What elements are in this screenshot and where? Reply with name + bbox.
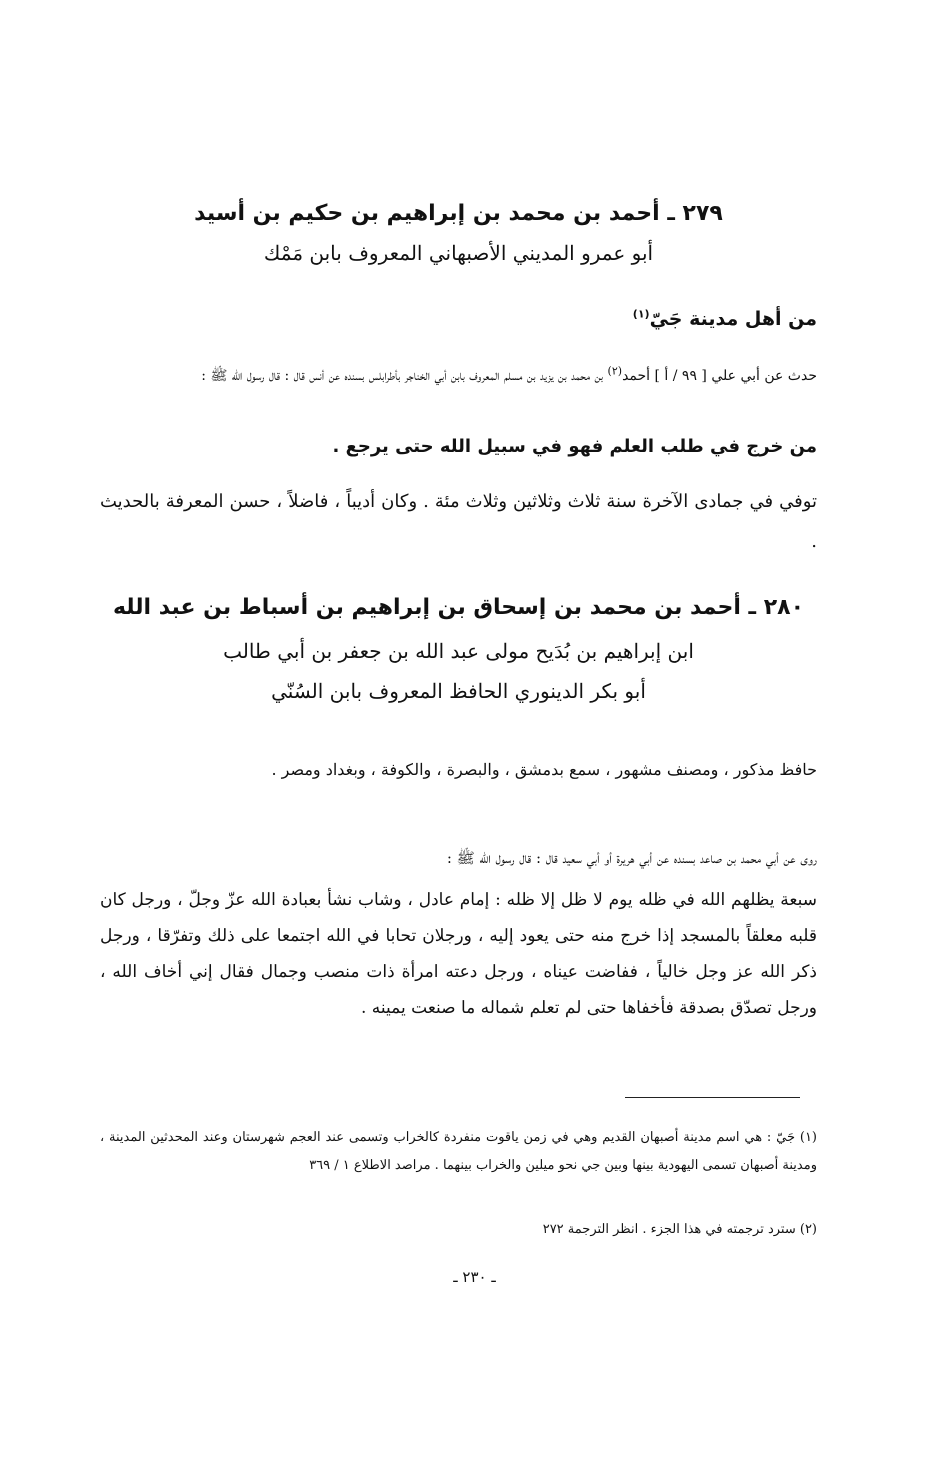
entry-279-matn: من خرج في طلب العلم فهو في سبيل الله حتى يرجع . — [332, 436, 817, 457]
entry-280-heading: ٢٨٠ ـ أحمد بن محمد بن إسحاق بن إبراهيم بن أسباط بن عبد الله — [112, 595, 805, 620]
footnote-separator — [625, 1097, 800, 1098]
entry-280-subheading-2: أبو بكر الدينوري الحافظ المعروف بابن السُنّي — [271, 679, 646, 703]
footnote-1: (١) جَيّ : هي اسم مدينة أصبهان القديم وهي في زمن ياقوت منفردة كالخراب وتسمى عند العجم شهرستان وعند المحدثين المدينة ، ومدينة أصبهان تسمى اليهودية بينها وبين جي نحو ميلين والخراب بينهما . مراصد الاطلاع ١ / ٣٦٩ — [100, 1130, 817, 1173]
entry-280-hadith: سبعة يظلهم الله في ظله يوم لا ظل إلا ظله : إمام عادل ، وشاب نشأ بعبادة الله عزّ وجلّ ، ورجل كان قلبه معلقاً بالمسجد إذا خرج منه حتى يعود إليه ، ورجلان تحابا في الله اجتمعا على ذلك وتفرّقا ، ورجل ذكر الله عز وجل خالياً ، ففاضت عيناه ، ورجل دعته امرأة ذات منصب وجمال فقال إني أخاف الله ، ورجل تصدّق بصدقة فأخفاها حتى لم تعلم شماله ما صنعت يمينه . — [100, 890, 817, 1018]
entry-280-isnad: روى عن أبي محمد بن صاعد بسنده عن أبي هريرة أو أبي سعيد قال : قال رسول الله ﷺ : — [446, 849, 817, 867]
origin-text: من أهل مدينة جَيّ — [649, 308, 817, 330]
footnote-ref-1: (١) — [632, 307, 650, 321]
footnote-ref-2: (٢) — [607, 364, 623, 378]
page-number: ـ ٢٣٠ ـ — [453, 1268, 496, 1286]
footnote-2: (٢) سترد ترجمته في هذا الجزء . انظر الترجمة ٢٧٢ — [542, 1222, 817, 1237]
entry-279-heading: ٢٧٩ ـ أحمد بن محمد بن إبراهيم بن حكيم بن أسيد — [194, 201, 723, 226]
entry-279-subheading: أبو عمرو المديني الأصبهاني المعروف بابن مَمْك — [263, 241, 654, 265]
entry-280-description: حافظ مذكور ، ومصنف مشهور ، سمع بدمشق ، والبصرة ، والكوفة ، وبغداد ومصر . — [271, 760, 817, 779]
entry-279-origin — [100, 305, 817, 333]
entry-280-subheading-1: ابن إبراهيم بن بُدَيح مولى عبد الله بن جعفر بن أبي طالب — [223, 639, 694, 663]
isnad-text-2: بن محمد بن يزيد بن مسلم المعروف بابن أبي الخناجر بأطرابلس بسنده عن أنس قال : قال رسول الله ﷺ : — [201, 368, 608, 384]
entry-279-death: توفي في جمادى الآخرة سنة ثلاث وثلاثين وثلاث مئة . وكان أديباً ، فاضلاً ، حسن المعرفة بالحديث . — [100, 491, 817, 552]
entry-279-isnad — [100, 363, 817, 389]
isnad-text-1: حدث عن أبي علي [ ٩٩ / أ ] أحمد — [622, 368, 817, 384]
